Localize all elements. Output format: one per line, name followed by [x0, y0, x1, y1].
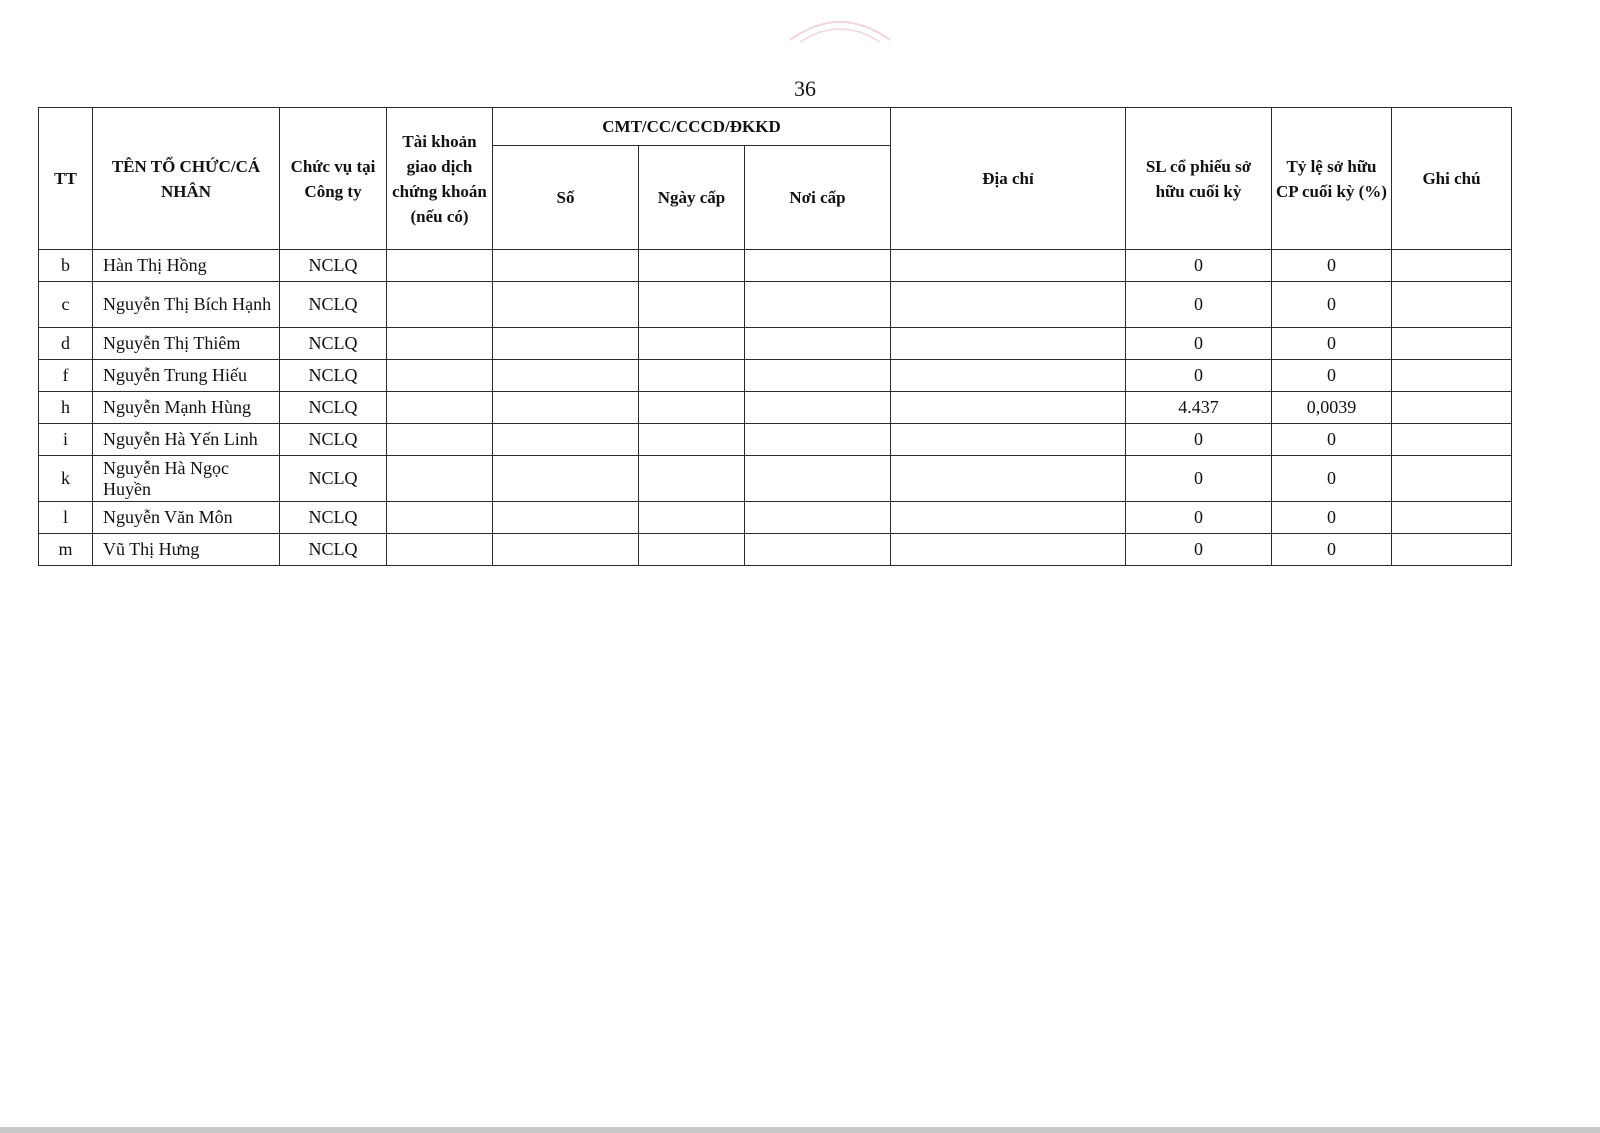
cell-account [387, 392, 493, 424]
cell-shares: 0 [1126, 360, 1272, 392]
cell-position: NCLQ [280, 392, 387, 424]
cell-account [387, 534, 493, 566]
cell-note [1392, 250, 1512, 282]
cell-shares: 0 [1126, 502, 1272, 534]
cell-account [387, 424, 493, 456]
cell-issue-place [745, 250, 891, 282]
cell-id-number [493, 534, 639, 566]
cell-issue-date [639, 282, 745, 328]
cell-address [891, 534, 1126, 566]
header-tt: TT [39, 108, 93, 250]
cell-name: Nguyễn Hà Ngọc Huyền [93, 456, 280, 502]
cell-note [1392, 456, 1512, 502]
faded-stamp-mark [785, 10, 895, 44]
cell-ratio: 0 [1272, 502, 1392, 534]
cell-tt: h [39, 392, 93, 424]
cell-id-number [493, 424, 639, 456]
cell-name: Nguyễn Thị Thiêm [93, 328, 280, 360]
cell-issue-place [745, 502, 891, 534]
header-id-group: CMT/CC/CCCD/ĐKKD [493, 108, 891, 146]
header-ownership-ratio: Tỷ lệ sở hữu CP cuối kỳ (%) [1272, 108, 1392, 250]
table-body [39, 250, 1512, 566]
cell-account [387, 456, 493, 502]
header-trading-account [387, 108, 493, 250]
header-trading-account-text: Tài khoản giao dịch chứng khoán [392, 131, 487, 201]
cell-name: Nguyễn Trung Hiếu [93, 360, 280, 392]
table-row [39, 282, 1512, 328]
cell-position: NCLQ [280, 456, 387, 502]
cell-account [387, 328, 493, 360]
cell-tt: i [39, 424, 93, 456]
header-issue-date: Ngày cấp [639, 146, 745, 250]
cell-tt: f [39, 360, 93, 392]
cell-id-number [493, 328, 639, 360]
cell-ratio: 0 [1272, 534, 1392, 566]
cell-note [1392, 424, 1512, 456]
cell-address [891, 328, 1126, 360]
cell-name: Nguyễn Hà Yến Linh [93, 424, 280, 456]
cell-account [387, 282, 493, 328]
cell-issue-place [745, 328, 891, 360]
related-persons-table [38, 107, 1512, 566]
table-row [39, 424, 1512, 456]
cell-ratio: 0,0039 [1272, 392, 1392, 424]
cell-shares: 0 [1126, 328, 1272, 360]
page-number: 36 [794, 76, 816, 101]
header-issue-place: Nơi cấp [745, 146, 891, 250]
cell-address [891, 360, 1126, 392]
table-row [39, 392, 1512, 424]
cell-ratio: 0 [1272, 456, 1392, 502]
cell-address [891, 456, 1126, 502]
cell-name: Nguyễn Văn Môn [93, 502, 280, 534]
cell-issue-date [639, 502, 745, 534]
header-id-number: Số [493, 146, 639, 250]
cell-shares: 4.437 [1126, 392, 1272, 424]
table-row [39, 534, 1512, 566]
cell-issue-date [639, 456, 745, 502]
cell-tt: m [39, 534, 93, 566]
table-row [39, 456, 1512, 502]
cell-name: Hàn Thị Hồng [93, 250, 280, 282]
cell-issue-date [639, 360, 745, 392]
cell-address [891, 282, 1126, 328]
cell-shares: 0 [1126, 250, 1272, 282]
cell-position: NCLQ [280, 360, 387, 392]
cell-issue-date [639, 392, 745, 424]
cell-note [1392, 360, 1512, 392]
header-trading-account-note: (nếu có) [410, 206, 469, 226]
table-row [39, 502, 1512, 534]
cell-address [891, 250, 1126, 282]
cell-note [1392, 392, 1512, 424]
cell-position: NCLQ [280, 534, 387, 566]
cell-position: NCLQ [280, 250, 387, 282]
cell-tt: b [39, 250, 93, 282]
header-shares: SL cổ phiếu sở hữu cuối kỳ [1126, 108, 1272, 250]
cell-note [1392, 502, 1512, 534]
cell-address [891, 424, 1126, 456]
header-note: Ghi chú [1392, 108, 1512, 250]
cell-tt: l [39, 502, 93, 534]
cell-issue-place [745, 282, 891, 328]
cell-position: NCLQ [280, 282, 387, 328]
cell-id-number [493, 392, 639, 424]
cell-issue-place [745, 456, 891, 502]
cell-issue-place [745, 360, 891, 392]
cell-ratio: 0 [1272, 282, 1392, 328]
cell-ratio: 0 [1272, 424, 1392, 456]
cell-position: NCLQ [280, 424, 387, 456]
cell-shares: 0 [1126, 424, 1272, 456]
cell-shares: 0 [1126, 282, 1272, 328]
cell-id-number [493, 360, 639, 392]
cell-ratio: 0 [1272, 360, 1392, 392]
cell-issue-place [745, 424, 891, 456]
cell-tt: d [39, 328, 93, 360]
cell-id-number [493, 282, 639, 328]
cell-tt: k [39, 456, 93, 502]
cell-note [1392, 534, 1512, 566]
table-header [39, 108, 1512, 250]
cell-issue-place [745, 534, 891, 566]
cell-name: Nguyễn Mạnh Hùng [93, 392, 280, 424]
cell-note [1392, 328, 1512, 360]
cell-shares: 0 [1126, 534, 1272, 566]
cell-id-number [493, 456, 639, 502]
cell-issue-date [639, 250, 745, 282]
cell-issue-date [639, 534, 745, 566]
cell-shares: 0 [1126, 456, 1272, 502]
cell-ratio: 0 [1272, 328, 1392, 360]
cell-issue-date [639, 328, 745, 360]
header-address: Địa chỉ [891, 108, 1126, 250]
cell-account [387, 502, 493, 534]
cell-address [891, 502, 1126, 534]
cell-issue-date [639, 424, 745, 456]
cell-tt: c [39, 282, 93, 328]
cell-id-number [493, 250, 639, 282]
cell-position: NCLQ [280, 328, 387, 360]
cell-position: NCLQ [280, 502, 387, 534]
cell-address [891, 392, 1126, 424]
table-row [39, 360, 1512, 392]
page-bottom-edge [0, 1127, 1600, 1133]
table-row [39, 328, 1512, 360]
header-position: Chức vụ tại Công ty [280, 108, 387, 250]
cell-account [387, 360, 493, 392]
cell-note [1392, 282, 1512, 328]
cell-name: Vũ Thị Hưng [93, 534, 280, 566]
cell-name: Nguyễn Thị Bích Hạnh [93, 282, 280, 328]
cell-ratio: 0 [1272, 250, 1392, 282]
cell-account [387, 250, 493, 282]
table-row [39, 250, 1512, 282]
header-name: TÊN TỔ CHỨC/CÁ NHÂN [93, 108, 280, 250]
cell-id-number [493, 502, 639, 534]
cell-issue-place [745, 392, 891, 424]
